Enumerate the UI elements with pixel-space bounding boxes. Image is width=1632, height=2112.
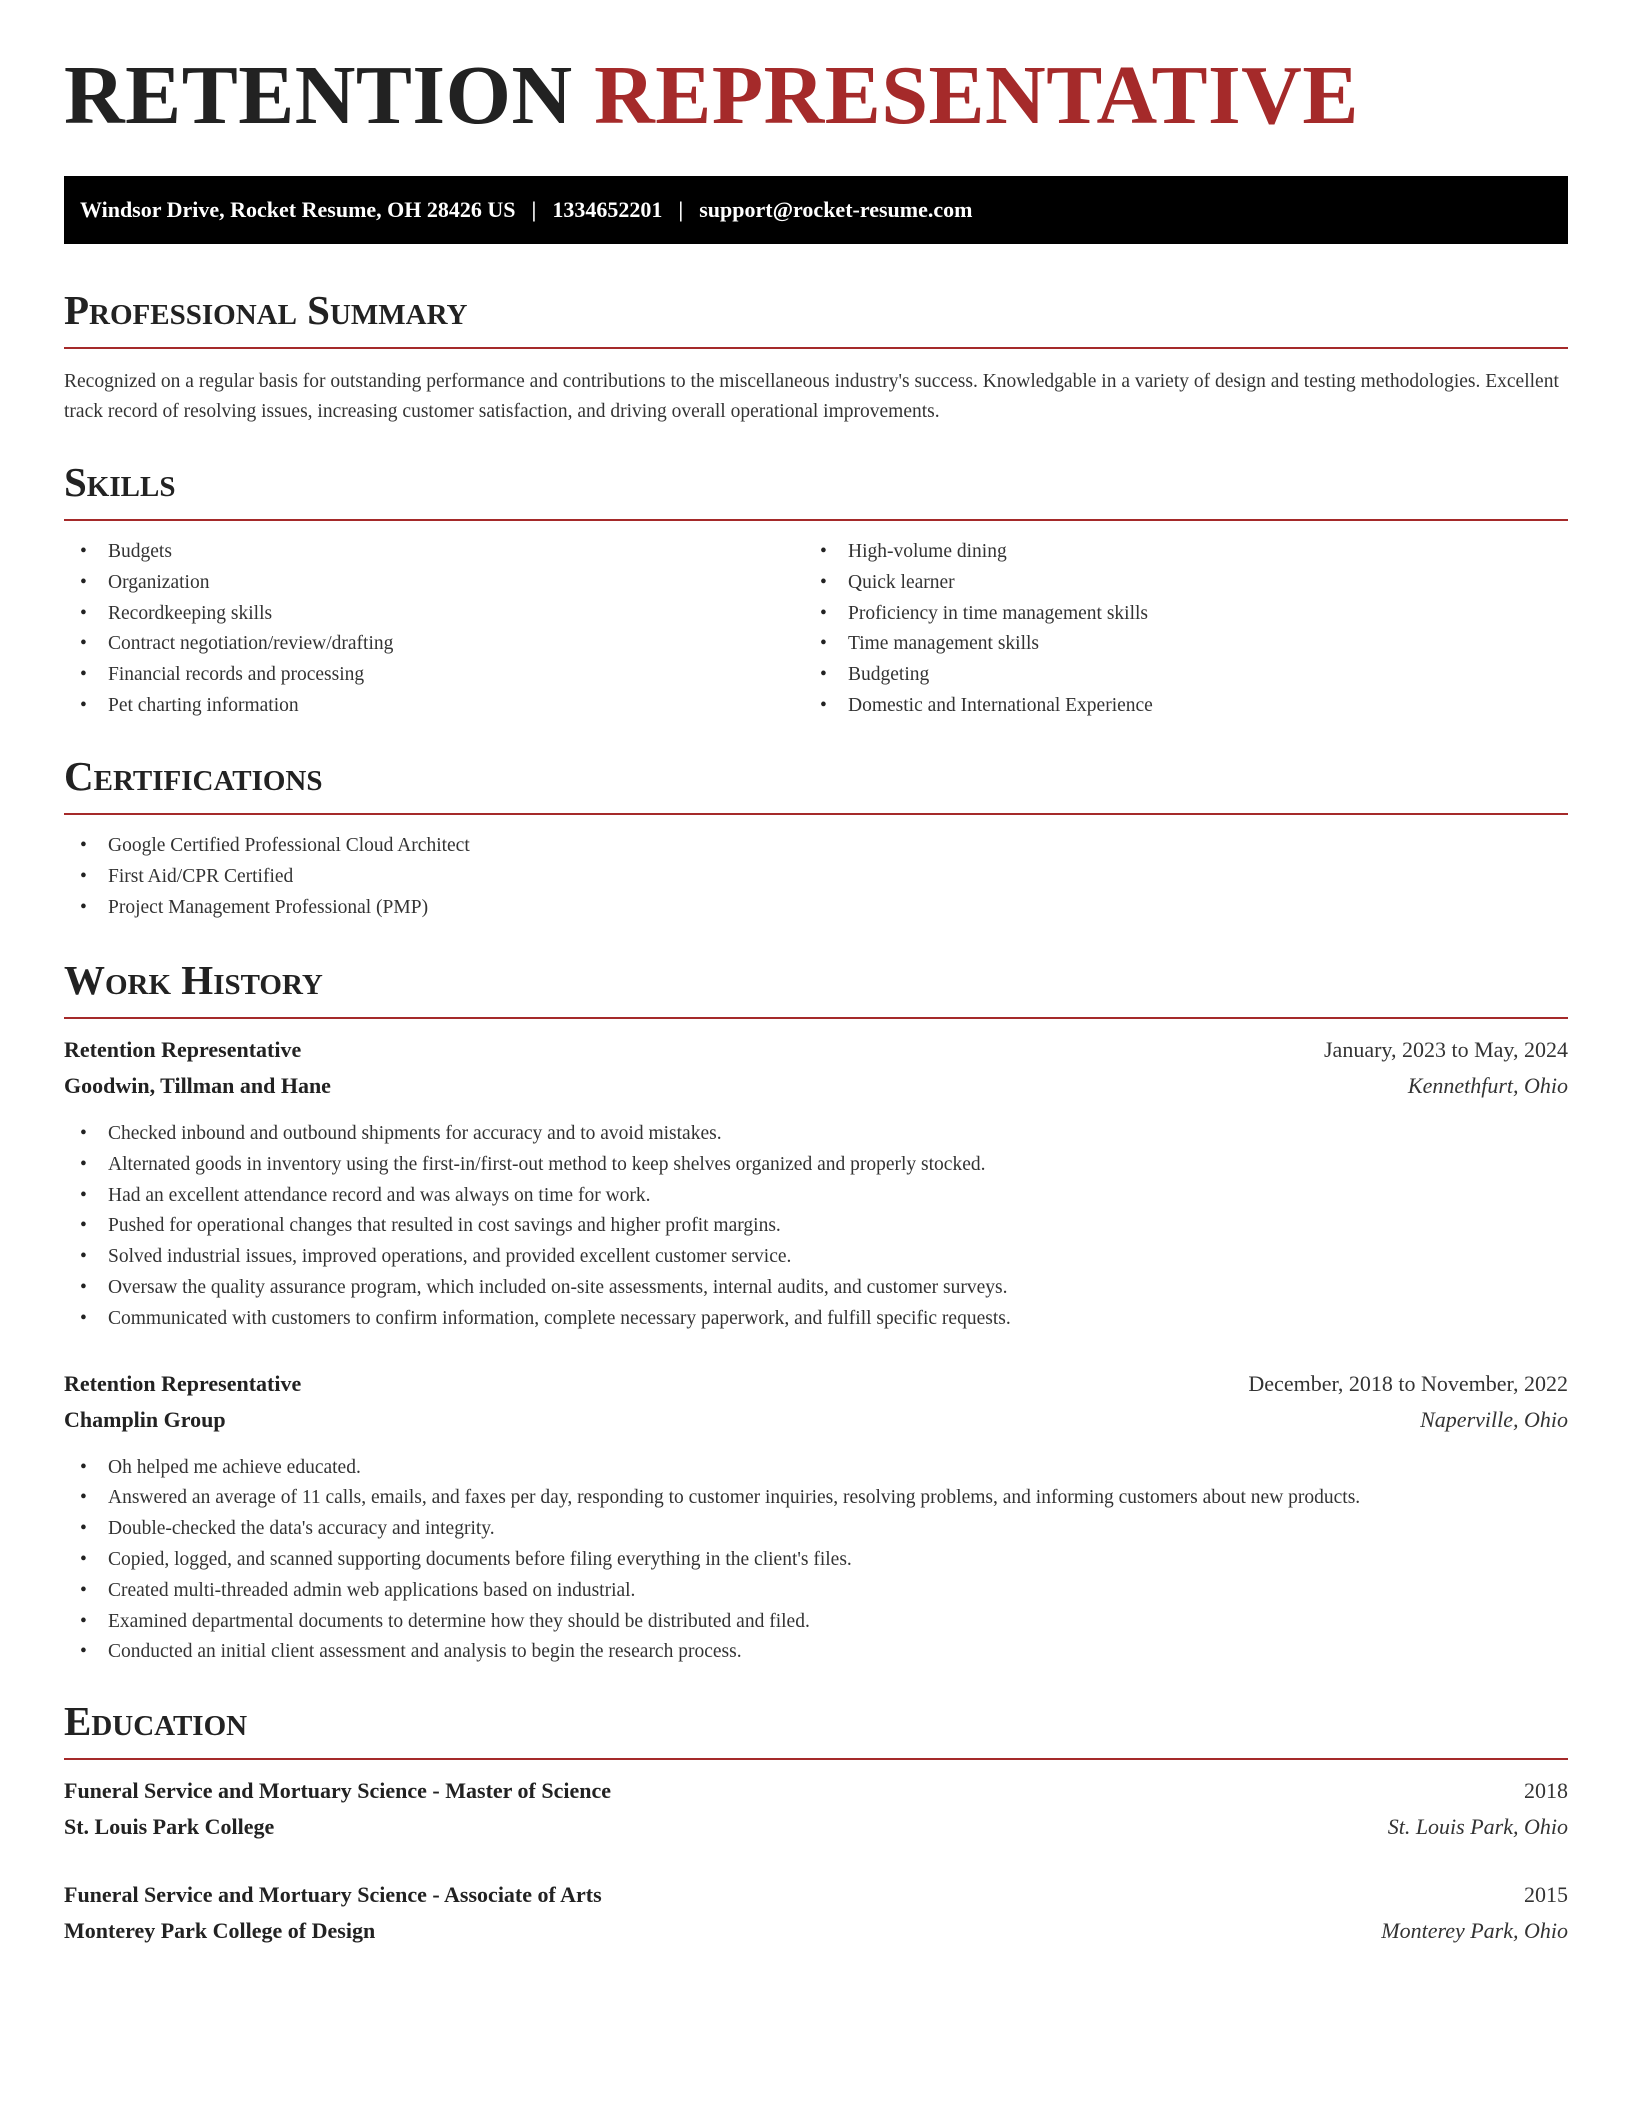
job-company: Goodwin, Tillman and Hane <box>64 1073 331 1098</box>
skill-item: • Recordkeeping skills <box>64 599 804 630</box>
summary-section <box>64 287 1568 427</box>
job-entry <box>64 1037 1568 1335</box>
education-section <box>64 1698 1568 1954</box>
education-degree: Funeral Service and Mortuary Science - Associate of Arts <box>64 1882 602 1907</box>
job-bullet: • Oh helped me achieve educated. <box>64 1453 1568 1484</box>
job-company: Champlin Group <box>64 1406 226 1432</box>
contact-separator: | <box>531 197 537 222</box>
certification-item: • Project Management Professional (PMP) <box>64 893 1568 924</box>
job-bullet: • Created multi-threaded admin web applications based on industrial. <box>64 1576 1568 1607</box>
certification-item: • Google Certified Professional Cloud Architect <box>64 831 1568 862</box>
job-title: Retention Representative <box>64 1037 302 1062</box>
job-bullets <box>64 1119 1568 1335</box>
job-entry <box>64 1371 1568 1669</box>
job-bullet: • Double-checked the data's accuracy and integrity. <box>64 1514 1568 1545</box>
section-heading-skills: Skills <box>64 462 1568 521</box>
skills-list-left <box>64 537 804 722</box>
skill-item: • Budgets <box>64 537 804 568</box>
job-dates: January, 2023 to May, 2024 <box>1324 1037 1568 1062</box>
resume-name <box>64 49 1359 142</box>
skills-section <box>64 459 1568 722</box>
skill-item: • Budgeting <box>804 660 1544 691</box>
section-heading-summary: Professional Summary <box>64 290 1568 349</box>
job-bullet: • Pushed for operational changes that resulted in cost savings and higher profit margins. <box>64 1211 1568 1242</box>
job-title: Retention Representative <box>64 1370 302 1396</box>
skill-item: • High-volume dining <box>804 537 1544 568</box>
certifications-list <box>64 831 1568 923</box>
job-bullets <box>64 1453 1568 1669</box>
education-entry <box>64 1882 1568 1954</box>
skill-item: • Contract negotiation/review/drafting <box>64 629 804 660</box>
name-last: REPRESENTATIVE <box>594 49 1359 142</box>
certification-item: • First Aid/CPR Certified <box>64 862 1568 893</box>
skill-item: • Pet charting information <box>64 691 804 722</box>
job-location: Naperville, Ohio <box>1420 1406 1568 1432</box>
contact-email: support@rocket-resume.com <box>699 197 973 222</box>
skill-item: • Proficiency in time management skills <box>804 599 1544 630</box>
education-entry <box>64 1778 1568 1850</box>
skills-columns <box>64 521 1568 722</box>
contact-address: Windsor Drive, Rocket Resume, OH 28426 US <box>80 197 516 222</box>
section-heading-education: Education <box>64 1701 1568 1760</box>
education-school: St. Louis Park College <box>64 1814 275 1839</box>
skill-item: • Financial records and processing <box>64 660 804 691</box>
skill-item: • Domestic and International Experience <box>804 691 1544 722</box>
education-year: 2015 <box>1524 1882 1568 1907</box>
job-bullet: • Oversaw the quality assurance program, which included on-site assessments, internal audits, and customer surveys. <box>64 1273 1568 1304</box>
skill-item: • Quick learner <box>804 568 1544 599</box>
job-dates: December, 2018 to November, 2022 <box>1248 1370 1568 1396</box>
job-bullet: • Conducted an initial client assessment and analysis to begin the research process. <box>64 1637 1568 1668</box>
section-heading-certifications: Certifications <box>64 756 1568 815</box>
job-bullet: • Examined departmental documents to determine how they should be distributed and filed. <box>64 1607 1568 1638</box>
skills-list-right <box>804 537 1544 722</box>
education-year: 2018 <box>1524 1778 1568 1803</box>
certifications-section <box>64 753 1568 923</box>
skill-item: • Organization <box>64 568 804 599</box>
summary-text: Recognized on a regular basis for outstanding performance and contributions to the miscellaneous industry's success. Knowledgable in a variety of design and testing methodologies. Excellent track record of resolving issues, increasing customer satisfaction, and driving overall operational improvements. <box>64 371 1559 422</box>
job-bullet: • Had an excellent attendance record and was always on time for work. <box>64 1181 1568 1212</box>
job-location: Kennethfurt, Ohio <box>1407 1073 1568 1098</box>
job-bullet: • Communicated with customers to confirm information, complete necessary paperwork, and fulfill specific requests. <box>64 1304 1568 1335</box>
contact-separator: | <box>678 197 684 222</box>
contact-bar <box>64 176 1568 244</box>
name-first: RETENTION <box>64 49 573 142</box>
education-location: St. Louis Park, Ohio <box>1387 1814 1568 1839</box>
skill-item: • Time management skills <box>804 629 1544 660</box>
contact-phone: 1334652201 <box>552 197 663 222</box>
job-bullet: • Solved industrial issues, improved operations, and provided excellent customer service. <box>64 1242 1568 1273</box>
job-bullet: • Alternated goods in inventory using the first-in/first-out method to keep shelves organized and properly stocked. <box>64 1150 1568 1181</box>
education-location: Monterey Park, Ohio <box>1381 1918 1568 1943</box>
job-bullet: • Answered an average of 11 calls, emails, and faxes per day, responding to customer inquiries, resolving problems, and informing customers about new products. <box>64 1483 1568 1514</box>
education-school: Monterey Park College of Design <box>64 1918 376 1943</box>
work-history-section <box>64 957 1568 1668</box>
section-heading-work: Work History <box>64 960 1568 1019</box>
education-degree: Funeral Service and Mortuary Science - Master of Science <box>64 1778 612 1803</box>
job-bullet: • Checked inbound and outbound shipments for accuracy and to avoid mistakes. <box>64 1119 1568 1150</box>
job-bullet: • Copied, logged, and scanned supporting documents before filing everything in the client's files. <box>64 1545 1568 1576</box>
